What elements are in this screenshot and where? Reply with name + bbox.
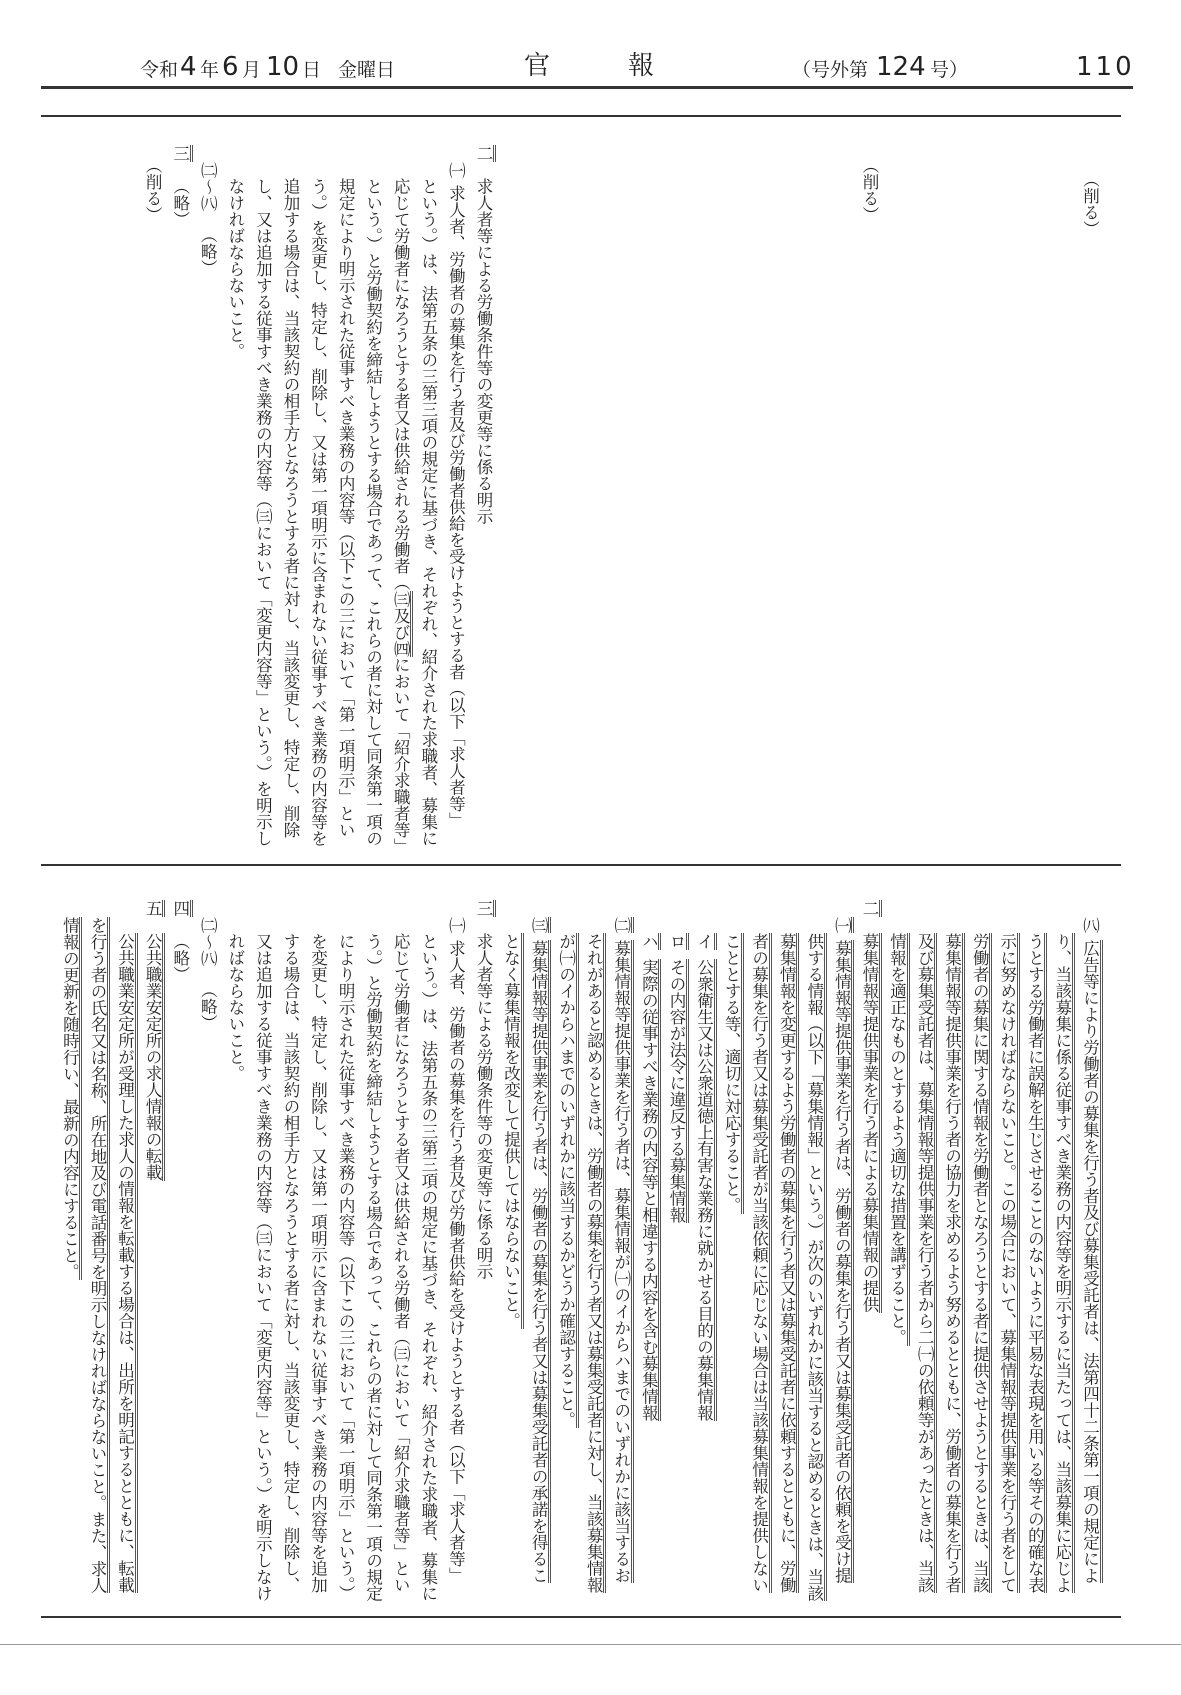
column-text: 公共職業安定所の求人情報の転載 [143, 933, 165, 1181]
column-text: 募集情報を変更するよう労働者の募集を行う者又は募集受託者に依頼するとともに、労働 [777, 933, 799, 1593]
text-column [635, 900, 662, 1643]
column-text: うとする労働者に誤解を生じさせることのないように平易な表現を用いる等その的確な表 [1025, 933, 1047, 1593]
text-column [994, 900, 1021, 1643]
text-column [332, 900, 359, 1643]
column-text: という。）と労働契約を締結しようとする場合であって、これらの者に対して同条第一項の [363, 178, 383, 847]
deleted-note: （削る） [859, 156, 879, 223]
column-text: （略） [170, 178, 190, 228]
item-number: 五 [143, 900, 165, 917]
column-text: それがあると認めるときは、労働者の募集を行う者又は募集受託者に対し、当該募集情報 [584, 933, 606, 1593]
text-column [691, 900, 718, 1643]
text-column [222, 900, 249, 1643]
column-text: 者の募集を行う者又は募集受託者が当該依頼に応じない場合は当該募集情報を提供しない [750, 933, 772, 1593]
text-column [773, 900, 800, 1643]
deleted-note: （削る） [143, 156, 163, 223]
text-column [856, 145, 883, 869]
text-column [525, 900, 552, 1627]
column-text: 規定により明示された従事すべき業務の内容等（以下この三において「第一項明示」とい [336, 178, 356, 838]
text-column [277, 900, 304, 1643]
text-column [663, 900, 690, 1643]
column-text: 示に努めなければならないこと。この場合において、募集情報等提供事業を行う者をして [998, 933, 1020, 1593]
text-column [139, 900, 166, 1610]
text-column [608, 900, 635, 1627]
text-column [470, 900, 497, 1610]
text-column [112, 900, 139, 1643]
issue-suffix: 号） [930, 59, 969, 81]
column-text: 募集情報等提供事業を行う者による募集情報の提供 [860, 933, 882, 1313]
column-text: 労働者の募集に関する情報を労働者となろうとする者に提供させようとするときは、当該 [970, 933, 992, 1593]
gazette-title-2: 報 [628, 51, 655, 81]
item-number: ㈡～㈧ [198, 916, 218, 966]
item-number: ハ [639, 933, 661, 950]
column-text: 募集情報等提供事業を行う者は、労働者の募集を行う者又は募集受託者の承諾を得るこ [529, 940, 551, 1584]
item-number: ㈠ [446, 161, 466, 178]
column-text: （略） [198, 217, 218, 276]
date-year: 4 [180, 52, 197, 82]
page-edge-rule [0, 1644, 1181, 1645]
text-column [801, 900, 828, 1643]
item-number: ㈡ [612, 917, 634, 934]
item-number: 三 [171, 145, 193, 162]
date-month-unit: 月 [242, 59, 262, 81]
column-text: により明示された従事すべき業務の内容等（以下この三において「第一項明示」という。） [336, 933, 356, 1602]
item-number: 四 [171, 900, 193, 917]
weekday: 金曜日 [338, 59, 396, 81]
text-column [387, 145, 414, 890]
column-text: （略） [170, 933, 190, 983]
new-text-section [0, 900, 1181, 1610]
text-column [1077, 145, 1104, 883]
column-text: 公共職業安定所が受理した求人の情報を転載する場合は、出所を明記するとともに、転載 [116, 933, 138, 1593]
text-column [305, 900, 332, 1643]
top-rule [41, 115, 1121, 117]
column-text: 募集情報等提供事業を行う者の協力を求めるよう努めるとともに、労働者の募集を行う者 [943, 933, 965, 1593]
text-column [911, 900, 938, 1643]
column-text: 追加する場合は、当該契約の相手方となろうとする者に対し、当該変更し、特定し、削除 [280, 178, 300, 838]
text-column [332, 145, 359, 890]
column-text: 情報の更新を随時行い、最新の内容にすること。 [60, 917, 82, 1280]
text-column [1021, 900, 1048, 1643]
column-text: し、又は追加する従事すべき業務の内容等（㈢において「変更内容等」という。）を明示し [253, 178, 273, 847]
column-text: が㈠のイからハまでのいずれかに該当するかどうか確認すること。 [557, 933, 579, 1428]
text-column [1049, 900, 1076, 1643]
text-column [277, 145, 304, 890]
text-column [194, 145, 221, 874]
column-text: う。）と労働契約を締結しようとする場合であって、これらの者に対して同条第一項の規定 [363, 933, 383, 1602]
column-text: （略） [198, 972, 218, 1031]
text-column [249, 145, 276, 890]
column-text: 募集情報等提供事業を行う者は、労働者の募集を行う者又は募集受託者の依頼を受け提 [832, 940, 854, 1584]
column-text: 求人者、労働者の募集を行う者及び労働者供給を受けようとする者（以下「求人者等」 [446, 939, 466, 1584]
text-column [828, 900, 855, 1627]
column-text: 公衆衛生又は公衆道徳上有害な業務に就かせる目的の募集情報 [695, 959, 717, 1421]
text-column [167, 900, 194, 1610]
text-column [580, 900, 607, 1643]
text-column [442, 145, 469, 874]
item-number: イ [695, 933, 717, 950]
gazette-title-1: 官 [524, 51, 551, 81]
date-day: 10 [266, 52, 300, 82]
column-text: ればならないこと。 [225, 933, 245, 1082]
column-text: り、当該募集に係る従事すべき業務の内容等を明示するに当たっては、当該募集に応じよ [1053, 933, 1075, 1593]
column-text: を行う者の氏名又は名称、所在地及び電話番号を明示しなければならないこと。また、求人 [88, 917, 110, 1594]
text-column [194, 900, 221, 1627]
column-text: う。）を変更し、特定し、削除し、又は第一項明示に含まれない従事すべき業務の内容等を [308, 178, 328, 847]
text-column [1077, 900, 1104, 1627]
item-number: 二 [860, 900, 882, 917]
date-month: 6 [222, 52, 239, 82]
item-number: ㈠ [832, 917, 854, 934]
item-number: ロ [667, 933, 689, 950]
text-column [84, 900, 111, 1627]
date-year-unit: 年 [200, 59, 220, 81]
column-text: という。）は、法第五条の三第三項の規定に基づき、それぞれ、紹介された求職者、募集に [418, 933, 438, 1602]
issue-prefix: （号外第 [792, 59, 869, 81]
text-column [387, 900, 414, 1643]
column-text: という。）は、法第五条の三第三項の規定に基づき、それぞれ、紹介された求職者、募集に [418, 178, 438, 847]
date-day-unit: 日 [302, 59, 322, 81]
column-text: において「紹介求職者等」 [391, 656, 411, 855]
column-text: 応じて労働者になろうとする者又は供給される労働者（ [391, 178, 411, 591]
text-column [498, 900, 525, 1643]
text-column [139, 145, 166, 869]
text-column [415, 900, 442, 1643]
page-header [0, 48, 1181, 88]
column-text: 求人者、労働者の募集を行う者及び労働者供給を受けようとする者（以下「求人者等」 [446, 184, 466, 829]
column-text: その内容が法令に違反する募集情報 [667, 959, 689, 1223]
column-text: 実際の従事すべき業務の内容等と相違する内容を含む募集情報 [639, 959, 661, 1421]
item-number: ㈡～㈧ [198, 161, 218, 211]
text-column [746, 900, 773, 1643]
column-text: 求人者等による労働条件等の変更等に係る明示 [473, 178, 493, 525]
deleted-note: （削る） [1080, 171, 1100, 238]
text-column [249, 900, 276, 1643]
item-number: ㈧ [1080, 916, 1100, 933]
text-column [415, 145, 442, 890]
item-number: 三 [474, 900, 496, 917]
column-text: を変更し、特定し、削除し、又は第一項明示に含まれない従事すべき業務の内容等を追加 [308, 933, 328, 1593]
text-column [856, 900, 883, 1610]
text-column [305, 145, 332, 890]
column-text: となく募集情報を改変して提供してはならないこと。 [502, 933, 524, 1329]
column-text: する場合は、当該契約の相手方となろうとする者に対し、当該変更し、特定し、削除し、 [280, 933, 300, 1593]
text-column [442, 900, 469, 1627]
text-column [56, 900, 83, 1627]
column-text: 応じて労働者になろうとする者又は供給される労働者（㈢において「紹介求職者等」とい [391, 933, 411, 1593]
column-text: なければならないこと。 [225, 178, 245, 360]
text-column [966, 900, 993, 1643]
page-number: 110 [1076, 52, 1135, 82]
amended-phrase: ㈢及び㈣ [391, 591, 413, 657]
column-text: 求人者等による労働条件等の変更等に係る明示 [473, 933, 493, 1280]
text-column [939, 900, 966, 1643]
issue-number: 124 [876, 52, 926, 82]
text-column [718, 900, 745, 1643]
text-column [470, 145, 497, 857]
text-column [360, 900, 387, 1643]
column-text: 情報を適正なものとするよう適切な措置を講ずること。 [888, 933, 910, 1346]
text-column [884, 900, 911, 1643]
text-column [167, 145, 194, 857]
text-column [553, 900, 580, 1643]
column-text: 及び募集受託者は、募集情報等提供事業を行う者から二㈠の依頼等があったときは、当該 [915, 933, 937, 1593]
item-number: ㈢ [529, 917, 551, 934]
column-text: こととする等、適切に対応すること。 [722, 933, 744, 1214]
header-rule [41, 86, 1133, 89]
text-column [360, 145, 387, 890]
item-number: 二 [474, 145, 496, 162]
text-column [222, 145, 249, 890]
column-text: 供する情報（以下「募集情報」という。）が次のいずれかに該当すると認めるときは、当該 [805, 933, 827, 1601]
column-text: 広告等により労働者の募集を行う者及び募集受託者は、法第四十二条第一項の規定によ [1081, 940, 1103, 1584]
column-text: 募集情報等提供事業を行う者は、募集情報が㈠のイからハまでのいずれかに該当するお [612, 940, 634, 1584]
column-text: 又は追加する従事すべき業務の内容等（㈢において「変更内容等」という。）を明示しなけ [253, 933, 273, 1602]
old-text-section [0, 145, 1181, 857]
date-era: 令和 [140, 59, 179, 81]
item-number: ㈠ [446, 916, 466, 933]
